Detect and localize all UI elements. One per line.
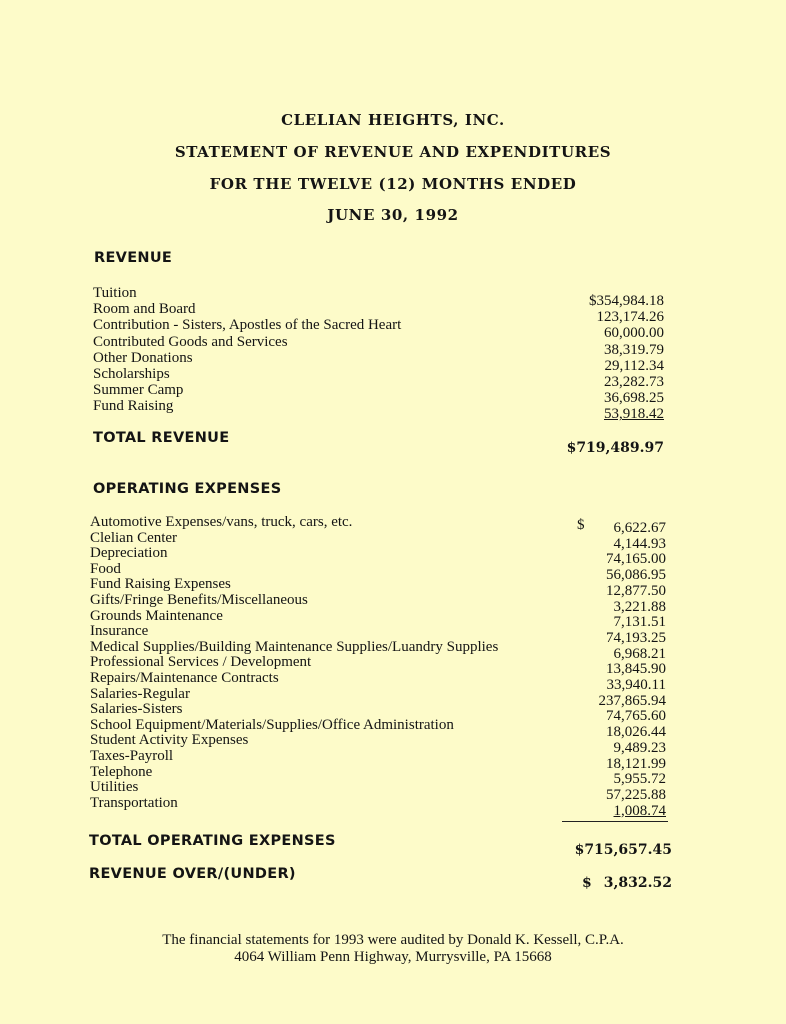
total-revenue-label: TOTAL REVENUE: [93, 430, 230, 446]
expense-item-value: 7,131.51: [613, 614, 666, 631]
revenue-heading: REVENUE: [94, 250, 173, 266]
revenue-item-value: 123,174.26: [596, 309, 664, 326]
revenue-item-value: $354,984.18: [589, 293, 664, 309]
revenue-item-label: Tuition: [93, 285, 137, 301]
expense-item-value: 237,865.94: [598, 692, 666, 709]
revenue-item-value: 23,282.73: [604, 374, 664, 390]
revenue-item-label: Scholarships: [93, 366, 170, 382]
revenue-item-value: 60,000.00: [604, 325, 664, 342]
expense-item-label: School Equipment/Materials/Supplies/Office Administration: [90, 716, 454, 733]
expense-item-label: Gifts/Fringe Benefits/Miscellaneous: [90, 592, 308, 608]
expense-item-value: 18,121.99: [606, 755, 666, 772]
expense-item-label: Repairs/Maintenance Contracts: [90, 670, 279, 686]
expenses-total-rule: [562, 821, 668, 822]
total-expenses-value: $715,657.45: [574, 842, 672, 858]
total-revenue-value: $719,489.97: [566, 440, 664, 456]
expense-item-value: 1,008.74: [613, 802, 666, 819]
expense-item-label: Grounds Maintenance: [90, 607, 223, 624]
revenue-item-label: Other Donations: [93, 349, 193, 366]
expense-item-label: Telephone: [90, 763, 153, 780]
expense-item-value: 74,165.00: [606, 551, 666, 568]
revenue-item-value: 36,698.25: [604, 390, 664, 407]
expense-item-label: Utilities: [90, 779, 139, 796]
expense-item-value: 5,955.72: [613, 771, 666, 788]
company-name: CLELIAN HEIGHTS, INC.: [281, 111, 505, 129]
revenue-item-label: Room and Board: [93, 301, 196, 318]
revenue-item-label: Contributed Goods and Services: [93, 333, 288, 350]
statement-period: FOR THE TWELVE (12) MONTHS ENDED: [209, 175, 577, 193]
expense-item-value: 9,489.23: [613, 739, 666, 756]
expense-item-label: Salaries-Sisters: [90, 701, 183, 718]
revenue-item-value: 38,319.79: [604, 341, 664, 358]
net-label: REVENUE OVER/(UNDER): [89, 866, 296, 882]
expense-item-value: 18,026.44: [606, 724, 666, 741]
expense-item-value: 33,940.11: [606, 677, 666, 693]
expense-item-value: 57,225.88: [606, 786, 666, 803]
expense-item-label: Clelian Center: [90, 529, 178, 546]
expense-item-label: Transportation: [90, 794, 178, 811]
operating-expenses-heading: OPERATING EXPENSES: [93, 481, 282, 497]
total-expenses-label: TOTAL OPERATING EXPENSES: [89, 833, 336, 849]
net-dollar-sign: $: [582, 875, 592, 891]
expense-item-value: 74,193.25: [606, 629, 666, 646]
expense-item-value: 6,622.67: [613, 520, 666, 536]
expense-item-value: 56,086.95: [606, 567, 666, 584]
expense-item-value: 12,877.50: [606, 582, 666, 599]
expense-dollar-sign: $: [577, 517, 585, 533]
expense-item-label: Food: [90, 560, 121, 577]
expense-item-label: Professional Services / Development: [90, 654, 312, 671]
revenue-item-label: Fund Raising: [93, 398, 174, 415]
expense-item-label: Insurance: [90, 623, 149, 640]
revenue-item-label: Summer Camp: [93, 382, 184, 399]
expense-item-value: 13,845.90: [606, 661, 666, 678]
footer-auditor: The financial statements for 1993 were audited by Donald K. Kessell, C.P.A.: [162, 932, 624, 948]
expense-item-label: Automotive Expenses/vans, truck, cars, etc.: [90, 514, 353, 530]
expense-item-label: Medical Supplies/Building Maintenance Supplies/Luandry Supplies: [90, 638, 499, 655]
expense-item-value: 6,968.21: [613, 645, 666, 662]
revenue-item-value: 53,918.42: [604, 406, 664, 423]
net-value: 3,832.52: [603, 875, 672, 891]
revenue-item-value: 29,112.34: [604, 357, 664, 374]
expense-item-label: Depreciation: [90, 545, 168, 562]
statement-date: JUNE 30, 1992: [327, 206, 459, 224]
expense-item-label: Taxes-Payroll: [90, 748, 174, 764]
expense-item-label: Salaries-Regular: [90, 685, 190, 702]
expense-item-value: 74,765.60: [606, 708, 666, 725]
expense-item-label: Student Activity Expenses: [90, 732, 249, 749]
statement-title: STATEMENT OF REVENUE AND EXPENDITURES: [174, 143, 612, 161]
expense-item-value: 4,144.93: [613, 535, 666, 552]
footer-address: 4064 William Penn Highway, Murrysville, PA 15668: [234, 949, 552, 965]
expense-item-value: 3,221.88: [613, 598, 666, 615]
revenue-item-label: Contribution - Sisters, Apostles of the Sacred Heart: [93, 317, 402, 334]
expense-item-label: Fund Raising Expenses: [90, 576, 231, 593]
